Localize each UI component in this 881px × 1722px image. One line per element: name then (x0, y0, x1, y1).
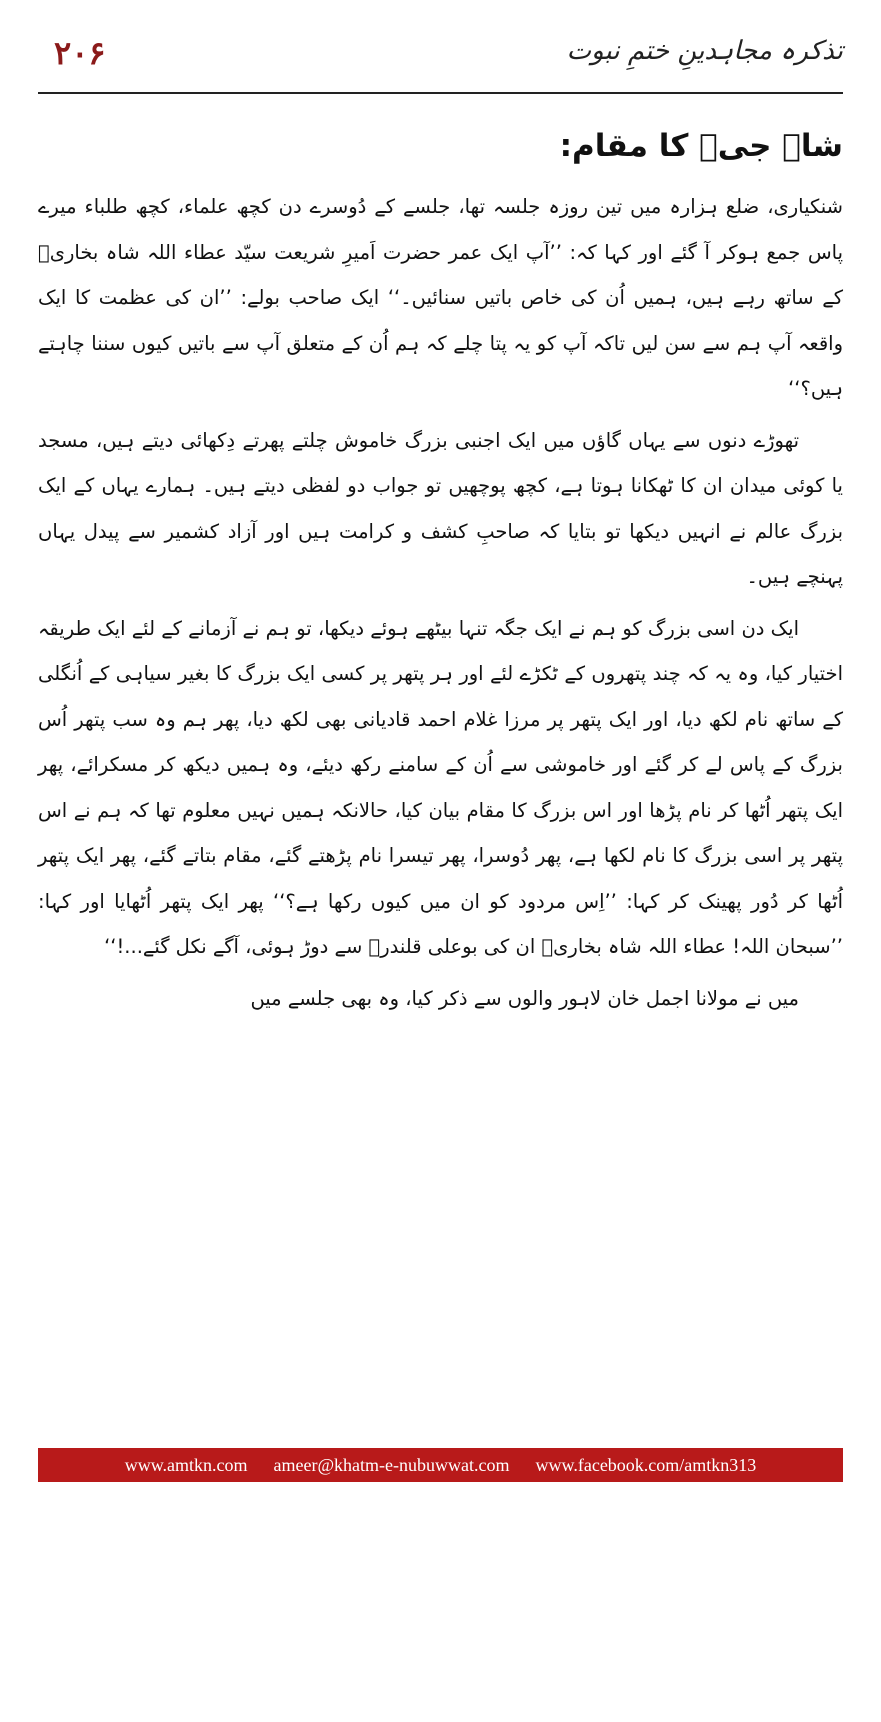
paragraph-4: میں نے مولانا اجمل خان لاہور والوں سے ذکر کیا، وہ بھی جلسے میں (250, 986, 799, 1010)
page-footer (38, 1448, 843, 1482)
paragraph-1: شنکیاری، ضلع ہزارہ میں تین روزہ جلسہ تھا، جلسے کے دُوسرے دن کچھ علماء، کچھ طلباء میرے پاس جمع ہوکر آ گئے اور کہا کہ: ’’آپ ایک عمر حضرت اَمیرِ شریعت سیّد عطاء اللہ شاہ بخاریؒ کے ساتھ رہے ہیں، ہمیں اُن کی خاص باتیں سنائیں۔‘‘ ایک صاحب بولے: ’’ان کی عظمت کا ایک واقعہ آپ ہم سے سن لیں تاکہ آپ کو یہ پتا چلے کہ ہم اُن کے متعلق آپ سے باتیں کیوں سننا چاہتے ہیں؟‘‘ (38, 195, 843, 400)
header-divider (38, 92, 843, 94)
page-header (38, 28, 843, 90)
footer-website-link[interactable]: www.amtkn.com (124, 1454, 248, 1475)
paragraph-3: ایک دن اسی بزرگ کو ہم نے ایک جگہ تنہا بیٹھے ہوئے دیکھا، تو ہم نے آزمانے کے لئے ایک طریقہ اختیار کیا، وہ یہ کہ چند پتھروں کے ٹکڑے لئے اور ہر پتھر پر کسی ایک بزرگ کا بغیر سیاہی کے اُنگلی کے ساتھ نام لکھ دیا، اور ایک پتھر پر مرزا غلام احمد قادیانی بھی لکھ دیا، پھر ہم وہ سب پتھر اُس بزرگ کے پاس لے کر گئے اور خاموشی سے اُن کے سامنے رکھ دیئے، وہ ہمیں دیکھ کر مسکرائے، پھر ایک پتھر اُٹھا کر نام پڑھا اور اس بزرگ کا مقام بیان کیا، حالانکہ ہمیں نہیں معلوم تھا کہ ہم نے اس پتھر پر اسی بزرگ کا نام لکھا ہے، پھر دُوسرا، پھر تیسرا نام پڑھتے گئے، مقام بتاتے گئے، پھر ایک پتھر اُٹھا کر دُور پھینک کر کہا: ’’اِس مردود کو ان میں کیوں رکھا ہے؟‘‘ پھر ایک پتھر اُٹھایا اور کہا: ’’سبحان اللہ! عطاء اللہ شاہ بخاریؒ ان کی بوعلی قلندرؒ سے دوڑ ہوئی، آگے نکل گئے...!‘‘ (38, 616, 843, 958)
page-content (38, 122, 843, 1722)
section-title: شاہ جیؒ کا مقام: (559, 128, 843, 164)
paragraph-2: تھوڑے دنوں سے یہاں گاؤں میں ایک اجنبی بزرگ خاموش چلتے پھرتے دِکھائی دیتے ہیں، مسجد یا کوئی میدان ان کا ٹھکانا ہوتا ہے، کچھ پوچھیں تو جواب دو لفظی دیتے ہیں۔ ہمارے یہاں کے ایک بزرگ عالم نے انہیں دیکھا تو بتایا کہ صاحبِ کشف و کرامت ہیں اور آزاد کشمیر سے پیدل یہاں پہنچے ہیں۔ (38, 428, 843, 588)
footer-email-link[interactable]: ameer@khatm-e-nubuwwat.com (273, 1454, 510, 1475)
book-title: تذکرہ مجاہدینِ ختمِ نبوت (566, 36, 843, 66)
footer-facebook-link[interactable]: www.facebook.com/amtkn313 (535, 1454, 757, 1475)
page-number: ۲۰۶ (54, 34, 106, 72)
